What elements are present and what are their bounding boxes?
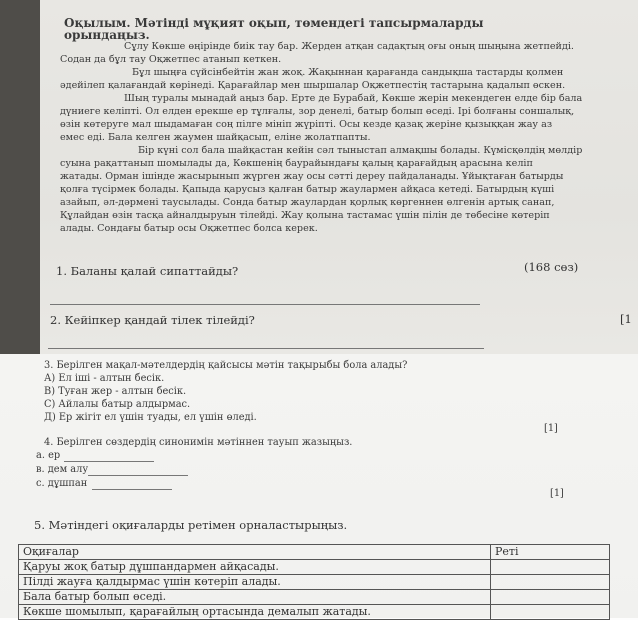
question-3-option-a[interactable]: А) Ел іші - алтын бесік. [44,373,165,384]
answer-line-2[interactable] [48,348,484,349]
word-count: (168 сөз) [524,260,579,274]
passage-line: өзін көтеруге мал шыдамаған соң пілге мініп жүріпті. Осы кезде қазақ жеріне қызыққан жау аз [60,119,553,130]
order-cell[interactable] [491,575,610,590]
passage-line: Шың туралы мынадай аңыз бар. Ерте де Бурабай, Көкше жерін мекендеген елде бір бала [124,93,583,104]
question-4-item-a: а. ер [36,450,61,461]
reading-task-title-line-2: орындаңыз. [64,28,150,42]
passage-line: әдейілеп қалағандай көрінеді. Қарағайлар мен шыршалар Оқжетпестің тастарына қадалып өскен. [60,80,566,91]
question-4: 4. Берілген сөздердің синонимін мәтіннен тауып жазыңыз. [44,437,353,448]
table-row [19,560,610,575]
question-5: 5. Мәтіндегі оқиғаларды ретімен орналастырыңыз. [34,518,348,532]
passage-line: Құлайдан өзін тасқа айналдыруын тілейді. Жау қолына тастамас үшін пілін де төбесіне көтеріп [60,210,550,221]
question-2: 2. Кейіпкер қандай тілек тілейді? [50,313,255,327]
passage-line: Сұлу Көкше өңірінде биік тау бар. Жерден атқан садақтың оғы оның шыңына жетпейді. [124,41,574,52]
reading-passage [60,40,582,235]
question-4-blank-b[interactable] [88,475,188,476]
table-row [19,590,610,605]
question-4-item-b: в. дем алу [36,464,89,475]
events-order-table [18,544,610,620]
question-3-option-c[interactable]: С) Айлалы батыр алдырмас. [44,399,191,410]
passage-line: қолға түсірмек болады. Қапыда қарусыз қалған батыр жаулармен айқаса кетеді. Батырдың күші [60,184,555,195]
question-3: 3. Берілген мақал-мәтелдердің қайсысы мәтін тақырыбы бола алады? [44,360,408,371]
order-cell[interactable] [491,605,610,620]
passage-line: суына рақаттанып шомылады да, Көкшенің баурайындағы қалың қарағайдың арасына келіп [60,158,533,169]
question-4-blank-a[interactable] [64,461,154,462]
table-row [19,575,610,590]
event-cell: Көкше шомылып, қарағайлың ортасында демалып жатады. [19,605,491,620]
passage-line: Бұл шыңға сүйсінбейтін жан жоқ. Жақыннан қарағанда сандықша тастарды қолмен [132,67,564,78]
reading-task-title-line-1: Оқылым. Мәтінді мұқият оқып, төмендегі тапсырмаларды [64,16,484,30]
order-cell[interactable] [491,560,610,575]
event-cell: Пілді жауға қалдырмас үшін көтеріп алады. [19,575,491,590]
question-1: 1. Баланы қалай сипаттайды? [56,264,239,278]
passage-line: дүниеге келіпті. Ол елден ерекше ер тұлғалы, зор денелі, батыр болып өседі. Ірі болғаны соншалық, [60,106,575,117]
question-3-option-d[interactable]: Д) Ер жігіт ел үшін туады, ел үшін өледі. [44,412,257,423]
passage-line: Содан да бұл тау Оқжетпес атанып кеткен. [60,54,282,65]
table-header-row [19,545,610,560]
header-events: Оқиғалар [19,545,491,560]
question-4-item-c: с. дұшпан [36,478,88,489]
passage-line: емес еді. Бала келген жаумен шайқасып, еліне жолатпапты. [60,132,371,143]
passage-line: Бір күні сол бала шайқастан кейін сәл тыныстап алмақшы болады. Күмісқөлдің мөлдір [138,145,583,156]
event-cell: Бала батыр болып өседі. [19,590,491,605]
question-2-score: [1 [620,312,632,326]
passage-line: жатады. Орман ішінде жасырынып жүрген жау осы сәтті дереу пайдаланады. Ұйықтаған батырды [60,171,564,182]
passage-line: азайып, әл-дәрмені таусылады. Сонда батыр жаулардан қорлық көргеннен өлгенін артық санап, [60,197,555,208]
photo-dark-margin [0,0,40,354]
order-cell[interactable] [491,590,610,605]
question-3-score: [1] [544,423,558,434]
question-4-blank-c[interactable] [92,489,172,490]
table-row [19,605,610,620]
header-order: Реті [491,545,610,560]
event-cell: Қаруы жоқ батыр дұшпандармен айқасады. [19,560,491,575]
answer-line-1[interactable] [50,304,480,305]
passage-line: алады. Сондағы батыр осы Оқжетпес болса керек. [60,223,318,234]
question-4-score: [1] [550,488,564,499]
question-3-option-b[interactable]: В) Туған жер - алтын бесік. [44,386,187,397]
